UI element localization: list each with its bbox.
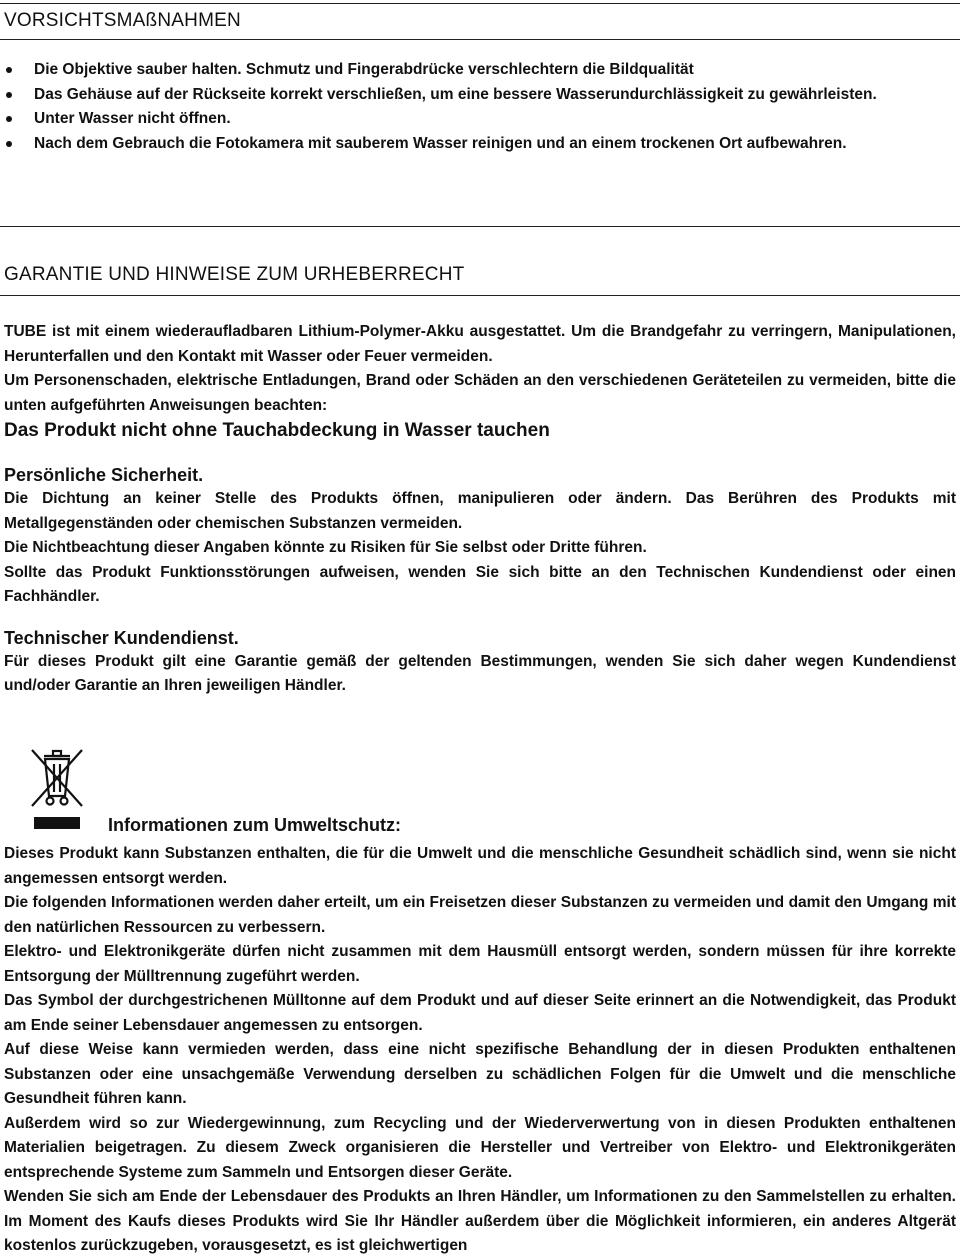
section-title-precautions: VORSICHTSMAßNAHMEN <box>4 10 241 31</box>
paragraph: Auf diese Weise kann vermieden werden, dass eine nicht spezifische Behandlung der in diesen Produkten enthaltenen Substanzen oder eine unsachgemäße Verwendung derselben zu schädlichen Folgen für die Umwelt und die menschliche Gesundheit führen kann. <box>4 1041 956 1107</box>
bullet-icon <box>6 92 12 98</box>
bullet-icon <box>6 116 12 122</box>
paragraph: Die Dichtung an keiner Stelle des Produkts öffnen, manipulieren oder ändern. Das Berühren des Produkts mit Metallgegenständen oder chemischen Substanzen vermeiden. <box>4 490 956 532</box>
list-item-text: Die Objektive sauber halten. Schmutz und Fingerabdrücke verschlechtern die Bildqualität <box>34 61 694 78</box>
paragraph: Die folgenden Informationen werden daher erteilt, um ein Freisetzen dieser Substanzen zu vermeiden und damit den Umgang mit den natürlichen Ressourcen zu verbessern. <box>4 894 956 936</box>
list-item <box>4 58 956 83</box>
crossed-out-wheelie-bin-icon <box>28 746 86 808</box>
list-item <box>4 132 956 157</box>
paragraph: Für dieses Produkt gilt eine Garantie gemäß der geltenden Bestimmungen, wenden Sie sich daher wegen Kundendienst und/oder Garantie an Ihren jeweiligen Händler. <box>4 652 956 694</box>
precautions-list <box>4 58 956 156</box>
paragraph: Dieses Produkt kann Substanzen enthalten, die für die Umwelt und die menschliche Gesundheit schädlich sind, wenn sie nicht angemessen entsorgt werden. <box>4 845 956 887</box>
weee-bar <box>34 817 80 829</box>
section-divider <box>0 39 960 40</box>
paragraph: Das Symbol der durchgestrichenen Mülltonne auf dem Produkt und auf dieser Seite erinnert an die Notwendigkeit, das Produkt am Ende seiner Lebensdauer angemessen zu entsorgen. <box>4 992 956 1034</box>
paragraph: Sollte das Produkt Funktionsstörungen aufweisen, wenden Sie sich bitte an den Technischen Kundendienst oder einen Fachhändler. <box>4 563 956 605</box>
environment-body <box>4 842 956 1259</box>
paragraph: Außerdem wird so zur Wiedergewinnung, zum Recycling und der Wiederverwertung von in diesen Produkten enthaltenen Materialien beigetragen. Zu diesem Zweck organisieren die Hersteller und Vertreiber von Elektro- und Elektronikgeräten entsprechende Systeme zum Sammeln und Entsorgen dieser Geräte. <box>4 1114 956 1181</box>
paragraph: Wenden Sie sich am Ende der Lebensdauer des Produkts an Ihren Händler, um Informationen zu den Sammelstellen zu erhalten. Im Moment des Kaufs dieses Produkts wird Sie Ihr Händler außerdem über die Möglichkeit informieren, ein anderes Altgerät kostenlos zurückzugeben, vorausgesetzt, es ist gleichwertigen <box>4 1188 956 1254</box>
section-title-warranty: GARANTIE UND HINWEISE ZUM URHEBERRECHT <box>4 264 465 285</box>
warranty-body <box>4 320 956 699</box>
list-item-text: Unter Wasser nicht öffnen. <box>34 110 231 127</box>
environment-title: Informationen zum Umweltschutz: <box>108 815 402 835</box>
list-item-text: Das Gehäuse auf der Rückseite korrekt verschließen, um eine bessere Wasserundurchlässigkeit zu gewährleisten. <box>34 85 877 103</box>
bullet-icon <box>6 141 12 147</box>
bullet-icon <box>6 67 12 73</box>
paragraph: TUBE ist mit einem wiederaufladbaren Lithium-Polymer-Akku ausgestattet. Um die Brandgefahr zu verringern, Manipulationen, Herunterfallen und den Kontakt mit Wasser oder Feuer vermeiden. <box>4 323 956 365</box>
paragraph: Um Personenschaden, elektrische Entladungen, Brand oder Schäden an den verschiedenen Geräteteilen zu vermeiden, bitte die unten aufgeführten Anweisungen beachten: <box>4 372 956 414</box>
list-item-text: Nach dem Gebrauch die Fotokamera mit sauberem Wasser reinigen und an einem trockenen Ort aufbewahren. <box>34 134 847 152</box>
list-item <box>4 107 956 132</box>
section-divider <box>0 226 960 227</box>
top-rule <box>0 3 960 4</box>
paragraph: Die Nichtbeachtung dieser Angaben könnte zu Risiken für Sie selbst oder Dritte führen. <box>4 539 647 556</box>
warning-text: Das Produkt nicht ohne Tauchabdeckung in Wasser tauchen <box>4 420 550 441</box>
service-heading: Technischer Kundendienst. <box>4 627 239 648</box>
safety-heading: Persönliche Sicherheit. <box>4 465 204 485</box>
list-item <box>4 83 956 108</box>
paragraph: Elektro- und Elektronikgeräte dürfen nicht zusammen mit dem Hausmüll entsorgt werden, sondern müssen für ihre korrekte Entsorgung der Mülltrennung zugeführt werden. <box>4 943 956 985</box>
section-divider <box>0 295 960 296</box>
